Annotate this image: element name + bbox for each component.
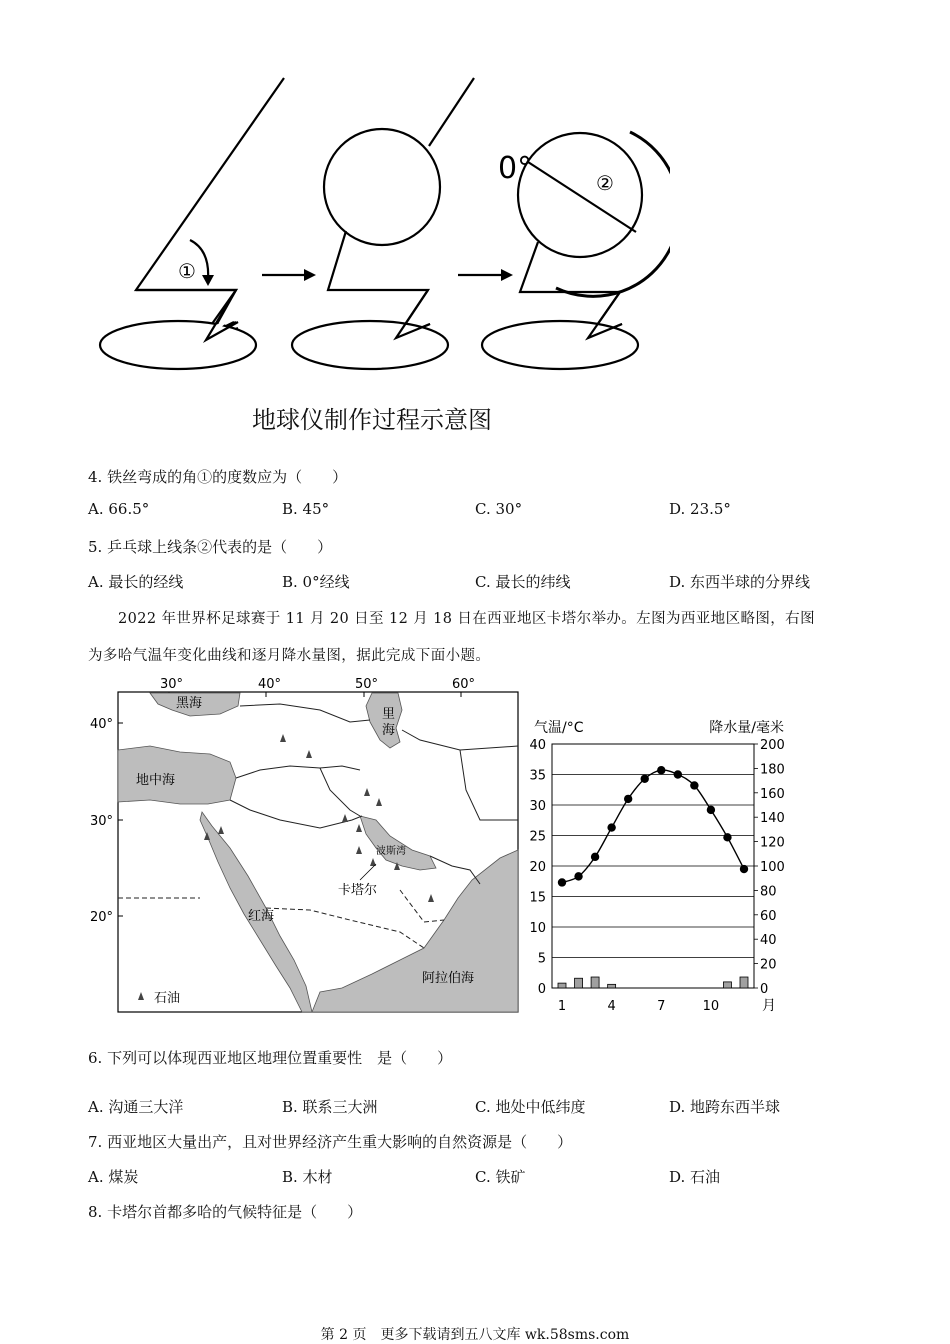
question-8-stem: 8. 卡塔尔首都多哈的气候特征是（ ）	[88, 1203, 363, 1221]
label-arabian-sea: 阿拉伯海	[422, 971, 475, 986]
y-tick-label: 0	[537, 982, 546, 997]
y-tick-label: 35	[529, 768, 546, 784]
temperature-point	[674, 770, 682, 778]
label-caspian-2: 海	[382, 723, 396, 738]
y-tick-label: 10	[529, 921, 546, 936]
y-tick-label: 40	[529, 738, 546, 753]
temperature-point	[607, 823, 615, 831]
precip-bar	[591, 977, 599, 988]
q5-option-c[interactable]: C. 最长的纬线	[475, 573, 571, 591]
y2-tick-label: 100	[760, 860, 785, 875]
y2-tick-label: 20	[760, 957, 777, 973]
intro-line-2: 为多哈气温年变化曲线和逐月降水量图，据此完成下面小题。	[88, 648, 491, 664]
x-tick-label: 4	[607, 999, 616, 1014]
y-tick-label: 5	[537, 951, 546, 967]
question-4-stem: 4. 铁丝弯成的角①的度数应为（ ）	[88, 468, 348, 486]
label-red-sea: 红海	[248, 909, 275, 924]
y-tick-label: 25	[529, 829, 546, 845]
lat-30: 30°	[90, 814, 114, 829]
ball-stage-2	[324, 129, 440, 245]
lon-40: 40°	[258, 677, 282, 692]
y2-tick-label: 120	[760, 835, 785, 851]
q4-option-a[interactable]: A. 66.5°	[88, 500, 150, 518]
figure-caption: 地球仪制作过程示意图	[252, 406, 492, 434]
precip-bar	[723, 982, 731, 988]
label-black-sea: 黑海	[176, 696, 203, 711]
lat-40: 40°	[90, 717, 114, 732]
y2-tick-label: 200	[760, 738, 785, 753]
temperature-point	[690, 781, 698, 789]
lat-20: 20°	[90, 910, 114, 925]
y2-axis-title: 降水量/毫米	[709, 720, 784, 736]
y2-tick-label: 40	[760, 933, 777, 949]
globe-making-figure	[90, 70, 670, 380]
y2-tick-label: 80	[760, 884, 777, 900]
y-tick-label: 30	[529, 799, 546, 814]
temperature-point	[707, 806, 715, 814]
temperature-point	[723, 833, 731, 841]
q4-option-d[interactable]: D. 23.5°	[669, 500, 731, 518]
lon-60: 60°	[452, 677, 476, 692]
y2-tick-label: 180	[760, 762, 785, 778]
precip-bar	[575, 978, 583, 988]
lon-30: 30°	[160, 677, 184, 692]
question-6-stem: 6. 下列可以体现西亚地区地理位置重要性 是（ ）	[88, 1049, 453, 1067]
temperature-point	[641, 775, 649, 783]
q4-option-b[interactable]: B. 45°	[282, 500, 330, 518]
intro-line-1: 2022 年世界杯足球赛于 11 月 20 日至 12 月 18 日在西亚地区卡塔尔举办。左图为西亚地区略图，右图	[118, 611, 815, 627]
q5-option-b[interactable]: B. 0°经线	[282, 573, 350, 591]
x-tick-label: 7	[657, 999, 666, 1014]
y-tick-label: 15	[529, 890, 546, 906]
question-5-stem: 5. 乒乓球上线条②代表的是（ ）	[88, 538, 333, 556]
x-tick-label: 1	[557, 999, 567, 1014]
q7-option-a[interactable]: A. 煤炭	[88, 1168, 139, 1186]
temperature-point	[591, 853, 599, 861]
q6-option-b[interactable]: B. 联系三大洲	[282, 1098, 378, 1116]
page-footer: 第 2 页 更多下载请到五八文库 wk.58sms.com	[320, 1327, 630, 1343]
question-7-stem: 7. 西亚地区大量出产，且对世界经济产生重大影响的自然资源是（ ）	[88, 1133, 573, 1151]
wire-stage-2	[429, 78, 474, 146]
y-tick-label: 20	[529, 860, 546, 875]
x-tick-label: 10	[702, 999, 720, 1014]
x-axis-title: 月	[762, 998, 776, 1014]
y-axis-title: 气温/°C	[534, 720, 584, 736]
label-persian-gulf: 波斯湾	[376, 846, 406, 857]
temperature-point	[657, 766, 665, 774]
temperature-point	[574, 872, 582, 880]
q7-option-b[interactable]: B. 木材	[282, 1168, 333, 1186]
base-stage-1	[100, 321, 256, 369]
climate-chart	[528, 710, 790, 1020]
legend-oil: 石油	[154, 991, 181, 1006]
label-caspian-1: 里	[382, 707, 396, 722]
precip-bar	[740, 977, 748, 988]
west-asia-map	[80, 670, 525, 1020]
base-stage-2	[292, 321, 448, 369]
q6-option-d[interactable]: D. 地跨东西半球	[669, 1098, 781, 1116]
y2-tick-label: 0	[760, 982, 769, 997]
label-zero: 0°	[498, 151, 533, 186]
q7-option-d[interactable]: D. 石油	[669, 1168, 721, 1186]
label-qatar: 卡塔尔	[338, 883, 378, 898]
lon-50: 50°	[355, 677, 379, 692]
temperature-point	[740, 865, 748, 873]
q6-option-c[interactable]: C. 地处中低纬度	[475, 1098, 586, 1116]
q5-option-d[interactable]: D. 东西半球的分界线	[669, 573, 811, 591]
q5-option-a[interactable]: A. 最长的经线	[88, 573, 184, 591]
q6-option-a[interactable]: A. 沟通三大洋	[88, 1098, 184, 1116]
y2-tick-label: 140	[760, 811, 785, 827]
label-angle: ①	[178, 259, 196, 283]
wire-stage-1	[136, 78, 284, 338]
temperature-point	[558, 878, 566, 886]
precip-bar	[608, 984, 616, 988]
label-line: ②	[596, 171, 614, 195]
temperature-point	[624, 795, 632, 803]
y2-tick-label: 160	[760, 786, 785, 802]
y2-tick-label: 60	[760, 908, 777, 924]
label-mediterranean: 地中海	[136, 773, 176, 788]
q4-option-c[interactable]: C. 30°	[475, 500, 523, 518]
q7-option-c[interactable]: C. 铁矿	[475, 1168, 526, 1186]
precip-bar	[558, 983, 566, 988]
